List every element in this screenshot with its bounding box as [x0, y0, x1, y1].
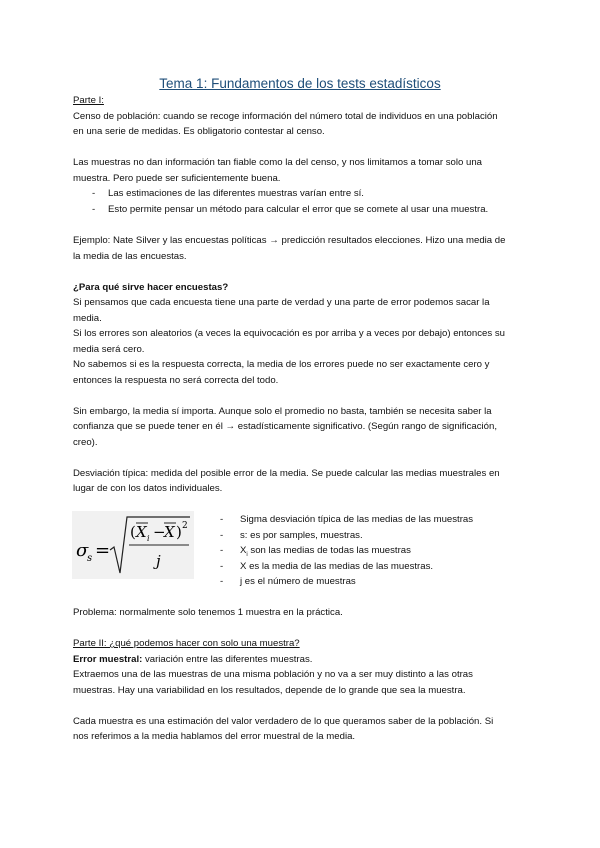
paragraph-line: creo). [73, 436, 98, 448]
paragraph-line: lugar de con los datos individuales. [73, 483, 223, 494]
paragraph-line: en una serie de medidas. Es obligatorio contestar al censo. [73, 126, 325, 137]
formula-note: X es la media de las medias de las muestras. [240, 560, 434, 572]
paragraph-line: Cada muestra es una estimación del valor verdadero de lo que queramos saber de la población. Si [73, 715, 494, 727]
paragraph-line: Si pensamos que cada encuesta tiene una parte de verdad y una parte de error podemos sacar la [73, 297, 490, 308]
paragraph-line: confianza que se puede tener en él → estadísticamente significativo. (Según rango de significación, [73, 421, 497, 432]
paragraph-line: media. [73, 312, 102, 324]
xi-symbol: X [240, 545, 247, 556]
bullet-dash: - [220, 514, 224, 525]
paragraph-line: Problema: normalmente solo tenemos 1 muestra en la práctica. [73, 607, 343, 618]
error-muestral-label: Error muestral: [73, 653, 143, 665]
paragraph-line: media será cero. [73, 343, 145, 355]
bullet-dash: - [220, 545, 224, 556]
paragraph-line: No sabemos si es la respuesta correcta, la media de los errores puede no ser exactamente cero y [73, 359, 490, 370]
formula-exponent: 2 [182, 521, 188, 531]
bullet-dash: - [220, 576, 224, 587]
question-heading: ¿Para qué sirve hacer encuestas? [73, 281, 229, 293]
formula-denominator: j [156, 552, 161, 570]
paragraph-line: Censo de población: cuando se recoge información del número total de individuos en una población [73, 110, 498, 122]
xi-description: son las medias de todas las muestras [247, 545, 411, 556]
paragraph-line: entonces la respuesta no será correcta del todo. [73, 374, 279, 386]
formula-minus: − [153, 523, 166, 541]
formula-paren-close: ) [176, 523, 182, 541]
list-item: Las estimaciones de las diferentes muestras varían entre sí. [108, 188, 364, 199]
formula-xbar: X [164, 523, 175, 541]
error-muestral-text: variación entre las diferentes muestras. [142, 653, 313, 665]
bullet-dash: - [220, 529, 224, 541]
paragraph-line: Ejemplo: Nate Silver y las encuestas políticas → predicción resultados elecciones. Hizo una media de [73, 235, 506, 246]
formula-equals: = [95, 540, 111, 561]
paragraph-line: Si los errores son aleatorios (a veces la equivocación es por arriba y a veces por debajo) entonces su [73, 328, 505, 339]
formula-sigma: σ [76, 540, 89, 561]
paragraph-line: Sin embargo, la media sí importa. Aunque solo el promedio no basta, también se necesita saber la [73, 405, 492, 417]
paragraph-line [73, 652, 528, 668]
paragraph-line: nos referimos a la media hablamos del error muestral de la media. [73, 731, 356, 742]
formula-note: s: es por samples, muestras. [240, 529, 363, 541]
formula-note: j es el número de muestras [240, 576, 356, 587]
paragraph-line: Desviación típica: medida del posible error de la media. Se puede calcular las medias muestrales en [73, 467, 500, 479]
xi-subscript: i [246, 551, 248, 558]
bullet-dash: - [92, 188, 96, 199]
page-title: Tema 1: Fundamentos de los tests estadísticos [159, 76, 441, 91]
standard-deviation-formula [72, 511, 194, 579]
section-heading-parte-2: Parte II: ¿qué podemos hacer con solo una muestra? [73, 638, 300, 649]
bullet-dash: - [92, 203, 96, 215]
paragraph-line: muestra. Pero puede ser suficientemente buena. [73, 172, 281, 184]
formula-note: Sigma desviación típica de las medias de las muestras [240, 514, 474, 525]
list-item: Esto permite pensar un método para calcular el error que se comete al usar una muestra. [108, 203, 489, 215]
bullet-dash: - [220, 560, 224, 572]
formula-paren-open: ( [130, 523, 136, 541]
paragraph-line: la media de las encuestas. [73, 250, 187, 262]
section-heading-parte-1: Parte I: [73, 95, 104, 106]
formula-sigma-sub: s [87, 553, 93, 564]
paragraph-line: muestras. Hay una variabilidad en los resultados, depende de lo grande que sea la muestra. [73, 684, 466, 696]
paragraph-line: Extraemos una de las muestras de una misma población y no va a ser muy distinto a las otras [73, 669, 473, 680]
formula-xi: X [136, 523, 147, 541]
paragraph-line: Las muestras no dan información tan fiable como la del censo, y nos limitamos a tomar solo una [73, 157, 483, 168]
formula-xi-sub: i [147, 534, 150, 543]
